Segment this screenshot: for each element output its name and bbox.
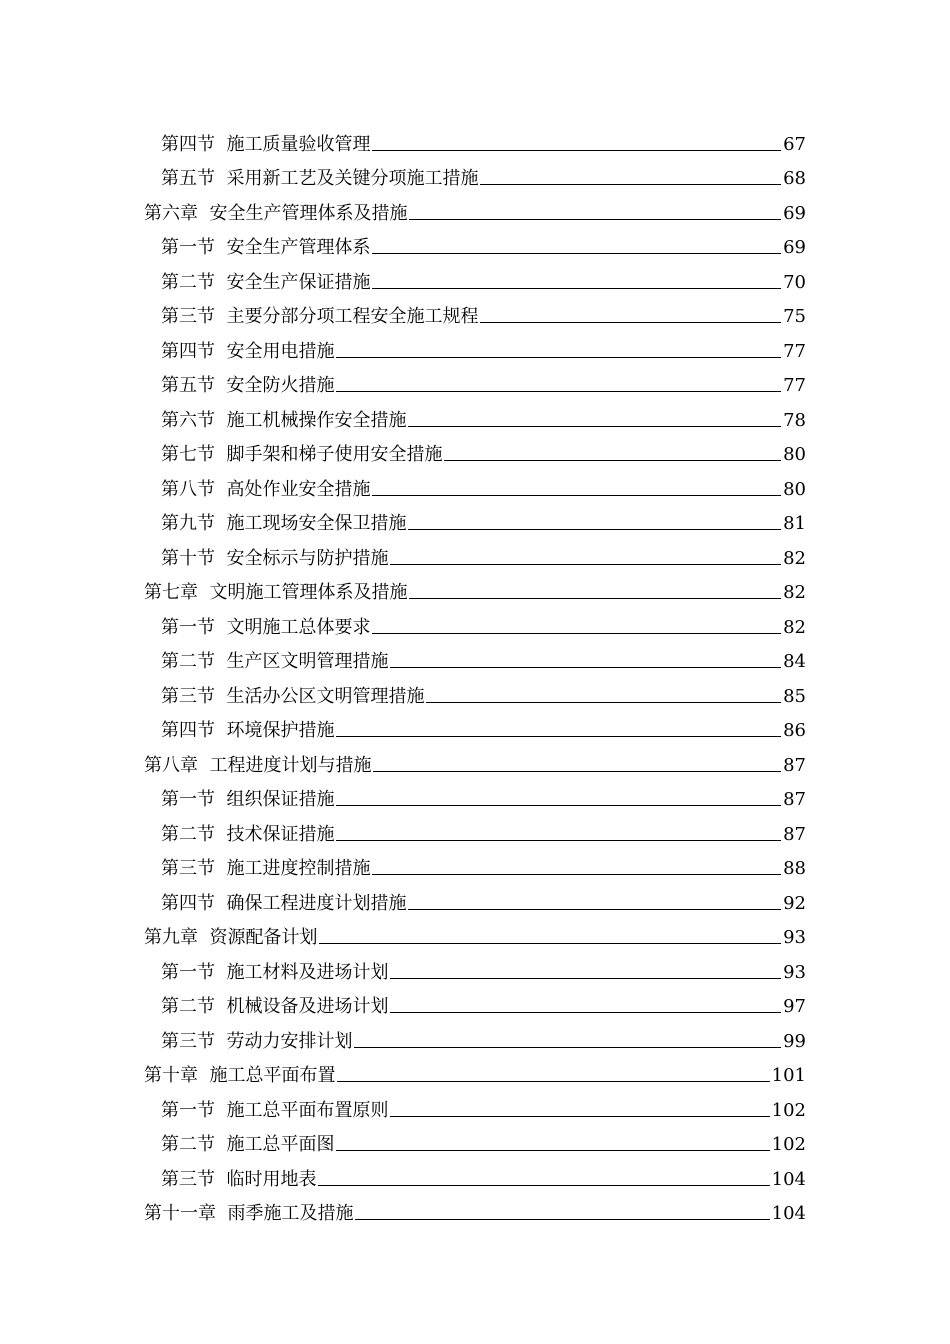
toc-leader-line <box>372 873 781 875</box>
toc-section-entry[interactable] <box>144 1155 806 1190</box>
toc-entry-title: 第九节 施工现场安全保卫措施 <box>161 513 407 534</box>
toc-leader-line <box>355 1218 769 1220</box>
toc-leader-line <box>390 1011 781 1013</box>
toc-page-number: 86 <box>783 720 806 741</box>
toc-leader-line <box>390 1115 769 1117</box>
toc-chapter-entry[interactable] <box>144 189 806 224</box>
toc-entry-title: 第二节 机械设备及进场计划 <box>161 996 389 1017</box>
toc-leader-line <box>372 494 781 496</box>
toc-page-number: 85 <box>783 685 806 707</box>
toc-entry-title: 第七节 脚手架和梯子使用安全措施 <box>161 444 443 465</box>
toc-leader-line <box>372 252 781 254</box>
toc-page-number: 87 <box>783 754 806 776</box>
toc-leader-line <box>336 1149 769 1151</box>
toc-chapter-entry[interactable] <box>144 569 806 604</box>
toc-entry-title: 第二节 生产区文明管理措施 <box>161 651 389 672</box>
toc-section-entry[interactable] <box>144 983 806 1018</box>
toc-section-entry[interactable] <box>144 534 806 569</box>
toc-page-number: 102 <box>771 1134 806 1155</box>
toc-leader-line <box>390 666 781 668</box>
toc-leader-line <box>390 977 781 979</box>
toc-page-number: 69 <box>783 202 806 224</box>
toc-section-entry[interactable] <box>144 879 806 914</box>
toc-section-entry[interactable] <box>144 465 806 500</box>
toc-section-entry[interactable] <box>144 707 806 742</box>
toc-entry-title: 第十一章 雨季施工及措施 <box>144 1203 354 1224</box>
toc-section-entry[interactable] <box>144 672 806 707</box>
toc-entry-title: 第四节 环境保护措施 <box>161 720 335 741</box>
toc-entry-title: 第十节 安全标示与防护措施 <box>161 547 389 569</box>
toc-section-entry[interactable] <box>144 327 806 362</box>
toc-section-entry[interactable] <box>144 120 806 155</box>
toc-leader-line <box>373 770 781 772</box>
toc-entry-title: 第三节 劳动力安排计划 <box>161 1030 353 1052</box>
toc-entry-title: 第二节 施工总平面图 <box>161 1134 335 1155</box>
toc-entry-title: 第一节 文明施工总体要求 <box>161 616 371 638</box>
toc-section-entry[interactable] <box>144 776 806 811</box>
toc-page-number: 80 <box>783 478 806 500</box>
toc-page-number: 81 <box>783 513 806 534</box>
toc-chapter-entry[interactable] <box>144 1190 806 1225</box>
toc-section-entry[interactable] <box>144 810 806 845</box>
toc-chapter-entry[interactable] <box>144 741 806 776</box>
toc-leader-line <box>390 563 781 565</box>
toc-leader-line <box>336 356 781 358</box>
toc-entry-title: 第九章 资源配备计划 <box>144 927 318 948</box>
toc-leader-line <box>336 735 781 737</box>
toc-leader-line <box>336 804 781 806</box>
toc-entry-title: 第三节 主要分部分项工程安全施工规程 <box>161 306 479 327</box>
toc-page-number: 97 <box>783 996 806 1017</box>
toc-entry-title: 第一节 施工材料及进场计划 <box>161 961 389 983</box>
toc-section-entry[interactable] <box>144 1017 806 1052</box>
toc-entry-title: 第一节 安全生产管理体系 <box>161 237 371 258</box>
toc-section-entry[interactable] <box>144 224 806 259</box>
toc-entry-title: 第四节 确保工程进度计划措施 <box>161 892 407 914</box>
toc-page-number: 92 <box>783 892 806 914</box>
toc-section-entry[interactable] <box>144 155 806 190</box>
toc-page-number: 80 <box>783 444 806 465</box>
toc-page-number: 70 <box>783 271 806 293</box>
toc-leader-line <box>409 597 781 599</box>
table-of-contents <box>144 120 806 1224</box>
toc-page-number: 84 <box>783 651 806 672</box>
toc-leader-line <box>318 1184 769 1186</box>
toc-section-entry[interactable] <box>144 500 806 535</box>
toc-page-number: 68 <box>783 168 806 189</box>
toc-page-number: 88 <box>783 858 806 879</box>
toc-entry-title: 第五节 安全防火措施 <box>161 375 335 396</box>
toc-section-entry[interactable] <box>144 431 806 466</box>
toc-entry-title: 第十章 施工总平面布置 <box>144 1065 336 1086</box>
toc-page-number: 67 <box>783 133 806 155</box>
toc-section-entry[interactable] <box>144 362 806 397</box>
toc-entry-title: 第三节 施工进度控制措施 <box>161 858 371 879</box>
toc-page-number: 87 <box>783 823 806 845</box>
toc-page-number: 82 <box>783 582 806 603</box>
toc-entry-title: 第三节 生活办公区文明管理措施 <box>161 685 425 707</box>
toc-entry-title: 第八节 高处作业安全措施 <box>161 478 371 500</box>
toc-page-number: 87 <box>783 789 806 810</box>
toc-section-entry[interactable] <box>144 1086 806 1121</box>
toc-entry-title: 第三节 临时用地表 <box>161 1168 317 1190</box>
toc-entry-title: 第四节 安全用电措施 <box>161 340 335 362</box>
toc-page-number: 102 <box>771 1099 806 1121</box>
toc-page-number: 69 <box>783 237 806 258</box>
toc-page-number: 77 <box>783 340 806 362</box>
toc-leader-line <box>480 321 781 323</box>
toc-page-number: 75 <box>783 306 806 327</box>
toc-chapter-entry[interactable] <box>144 1052 806 1087</box>
toc-leader-line <box>337 1080 769 1082</box>
toc-leader-line <box>426 701 781 703</box>
toc-section-entry[interactable] <box>144 603 806 638</box>
toc-leader-line <box>372 287 781 289</box>
toc-entry-title: 第六章 安全生产管理体系及措施 <box>144 202 408 224</box>
toc-page-number: 104 <box>771 1203 806 1224</box>
toc-section-entry[interactable] <box>144 293 806 328</box>
toc-leader-line <box>372 149 781 151</box>
toc-page-number: 101 <box>771 1065 806 1086</box>
toc-entry-title: 第四节 施工质量验收管理 <box>161 133 371 155</box>
toc-leader-line <box>336 839 781 841</box>
toc-chapter-entry[interactable] <box>144 914 806 949</box>
toc-leader-line <box>480 183 781 185</box>
toc-section-entry[interactable] <box>144 1121 806 1156</box>
toc-section-entry[interactable] <box>144 258 806 293</box>
toc-page-number: 99 <box>783 1030 806 1052</box>
toc-section-entry[interactable] <box>144 396 806 431</box>
toc-leader-line <box>444 459 781 461</box>
toc-section-entry[interactable] <box>144 845 806 880</box>
toc-entry-title: 第二节 技术保证措施 <box>161 823 335 845</box>
toc-page-number: 93 <box>783 927 806 948</box>
toc-page-number: 104 <box>771 1168 806 1190</box>
toc-entry-title: 第五节 采用新工艺及关键分项施工措施 <box>161 168 479 189</box>
toc-section-entry[interactable] <box>144 638 806 673</box>
toc-page-number: 77 <box>783 375 806 396</box>
toc-entry-title: 第七章 文明施工管理体系及措施 <box>144 582 408 603</box>
toc-page-number: 82 <box>783 547 806 569</box>
toc-leader-line <box>354 1046 781 1048</box>
toc-entry-title: 第二节 安全生产保证措施 <box>161 271 371 293</box>
toc-leader-line <box>408 908 781 910</box>
toc-leader-line <box>336 390 781 392</box>
toc-leader-line <box>319 942 781 944</box>
toc-page-number: 93 <box>783 961 806 983</box>
toc-page-number: 82 <box>783 616 806 638</box>
toc-leader-line <box>372 632 781 634</box>
toc-entry-title: 第一节 组织保证措施 <box>161 789 335 810</box>
toc-entry-title: 第六节 施工机械操作安全措施 <box>161 409 407 431</box>
toc-leader-line <box>408 425 781 427</box>
toc-entry-title: 第一节 施工总平面布置原则 <box>161 1099 389 1121</box>
toc-page-number: 78 <box>783 409 806 431</box>
toc-leader-line <box>409 218 781 220</box>
toc-leader-line <box>408 528 781 530</box>
toc-section-entry[interactable] <box>144 948 806 983</box>
toc-entry-title: 第八章 工程进度计划与措施 <box>144 754 372 776</box>
